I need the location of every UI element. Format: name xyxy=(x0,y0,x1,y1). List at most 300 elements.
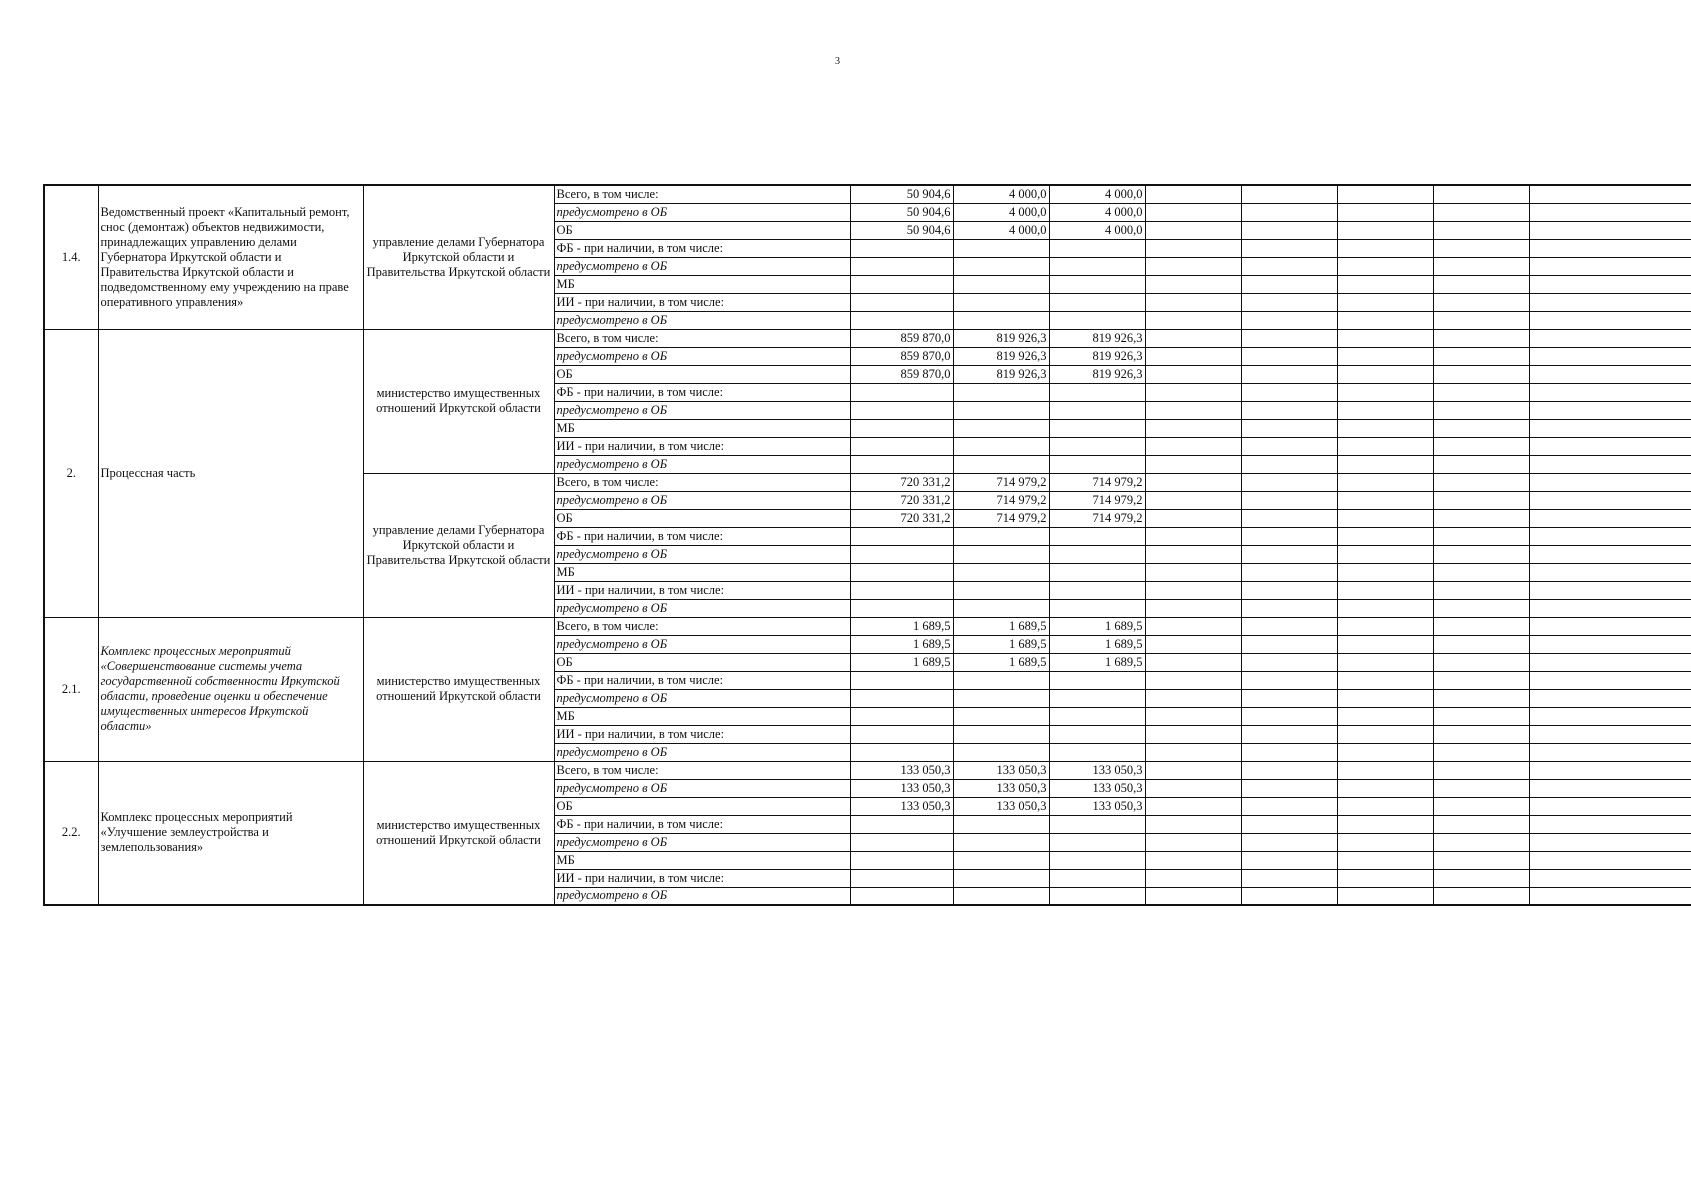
amount-cell: 4 000,0 xyxy=(953,203,1049,221)
amount-cell: 859 870,0 xyxy=(850,329,953,347)
funding-source-label: Всего, в том числе: xyxy=(554,617,850,635)
empty-cell xyxy=(1337,635,1433,653)
amount-cell: 720 331,2 xyxy=(850,491,953,509)
responsible-executor: министерство имущественных отношений Иркутской области xyxy=(363,617,554,761)
empty-cell xyxy=(1433,185,1529,203)
amount-cell xyxy=(1049,401,1145,419)
amount-cell xyxy=(1049,707,1145,725)
amount-cell xyxy=(850,671,953,689)
funding-source-label: ОБ xyxy=(554,653,850,671)
funding-source-label: предусмотрено в ОБ xyxy=(554,887,850,905)
empty-cell xyxy=(1145,707,1241,725)
funding-source-label: Всего, в том числе: xyxy=(554,329,850,347)
amount-cell: 133 050,3 xyxy=(953,779,1049,797)
amount-cell xyxy=(1049,887,1145,905)
funding-source-label: МБ xyxy=(554,419,850,437)
empty-cell xyxy=(1433,437,1529,455)
funding-source-label: предусмотрено в ОБ xyxy=(554,545,850,563)
funding-source-label: предусмотрено в ОБ xyxy=(554,599,850,617)
empty-cell xyxy=(1145,761,1241,779)
amount-cell: 1 689,5 xyxy=(953,617,1049,635)
empty-cell xyxy=(1433,455,1529,473)
amount-cell: 4 000,0 xyxy=(953,221,1049,239)
empty-cell xyxy=(1433,815,1529,833)
funding-source-label: ФБ - при наличии, в том числе: xyxy=(554,239,850,257)
empty-cell xyxy=(1337,473,1433,491)
responsible-executor: министерство имущественных отношений Иркутской области xyxy=(363,761,554,905)
empty-cell xyxy=(1241,617,1337,635)
empty-cell xyxy=(1145,743,1241,761)
empty-cell xyxy=(1529,779,1691,797)
empty-cell xyxy=(1529,851,1691,869)
empty-cell xyxy=(1241,473,1337,491)
amount-cell xyxy=(953,707,1049,725)
empty-cell xyxy=(1145,797,1241,815)
empty-cell xyxy=(1529,707,1691,725)
empty-cell xyxy=(1529,653,1691,671)
empty-cell xyxy=(1529,473,1691,491)
amount-cell xyxy=(850,311,953,329)
amount-cell: 1 689,5 xyxy=(953,635,1049,653)
empty-cell xyxy=(1337,797,1433,815)
empty-cell xyxy=(1241,383,1337,401)
amount-cell xyxy=(850,293,953,311)
funding-source-label: ИИ - при наличии, в том числе: xyxy=(554,725,850,743)
section-number: 2.2. xyxy=(44,761,98,905)
amount-cell xyxy=(953,545,1049,563)
empty-cell xyxy=(1529,617,1691,635)
amount-cell xyxy=(850,689,953,707)
empty-cell xyxy=(1337,239,1433,257)
empty-cell xyxy=(1337,725,1433,743)
amount-cell xyxy=(850,581,953,599)
amount-cell xyxy=(850,833,953,851)
empty-cell xyxy=(1145,617,1241,635)
empty-cell xyxy=(1145,419,1241,437)
funding-source-label: предусмотрено в ОБ xyxy=(554,779,850,797)
amount-cell xyxy=(1049,293,1145,311)
empty-cell xyxy=(1241,797,1337,815)
budget-table xyxy=(43,184,1691,906)
amount-cell xyxy=(1049,563,1145,581)
amount-cell: 133 050,3 xyxy=(953,797,1049,815)
amount-cell xyxy=(1049,527,1145,545)
amount-cell xyxy=(850,455,953,473)
empty-cell xyxy=(1241,419,1337,437)
amount-cell: 714 979,2 xyxy=(1049,509,1145,527)
amount-cell xyxy=(953,437,1049,455)
empty-cell xyxy=(1337,581,1433,599)
empty-cell xyxy=(1145,455,1241,473)
empty-cell xyxy=(1337,329,1433,347)
empty-cell xyxy=(1337,257,1433,275)
funding-source-label: предусмотрено в ОБ xyxy=(554,491,850,509)
amount-cell: 133 050,3 xyxy=(1049,797,1145,815)
empty-cell xyxy=(1529,383,1691,401)
empty-cell xyxy=(1145,383,1241,401)
empty-cell xyxy=(1241,689,1337,707)
responsible-executor: управление делами Губернатора Иркутской области и Правительства Иркутской области xyxy=(363,473,554,617)
empty-cell xyxy=(1145,329,1241,347)
empty-cell xyxy=(1337,311,1433,329)
amount-cell xyxy=(850,851,953,869)
empty-cell xyxy=(1145,491,1241,509)
amount-cell xyxy=(953,239,1049,257)
empty-cell xyxy=(1145,365,1241,383)
empty-cell xyxy=(1433,383,1529,401)
empty-cell xyxy=(1337,365,1433,383)
section-name: Ведомственный проект «Капитальный ремонт, снос (демонтаж) объектов недвижимости, принадлежащих управлению делами Губернатора Иркутской области и Правительства Иркутской области и подведомственному ему учреждению на праве оперативного управления» xyxy=(98,185,363,329)
empty-cell xyxy=(1529,833,1691,851)
empty-cell xyxy=(1433,329,1529,347)
empty-cell xyxy=(1241,707,1337,725)
amount-cell xyxy=(953,257,1049,275)
funding-source-label: ФБ - при наличии, в том числе: xyxy=(554,815,850,833)
amount-cell xyxy=(850,599,953,617)
empty-cell xyxy=(1337,455,1433,473)
empty-cell xyxy=(1433,545,1529,563)
empty-cell xyxy=(1145,221,1241,239)
empty-cell xyxy=(1145,203,1241,221)
empty-cell xyxy=(1241,275,1337,293)
funding-source-label: предусмотрено в ОБ xyxy=(554,311,850,329)
empty-cell xyxy=(1145,437,1241,455)
amount-cell: 714 979,2 xyxy=(953,509,1049,527)
funding-source-label: ОБ xyxy=(554,509,850,527)
empty-cell xyxy=(1433,833,1529,851)
amount-cell: 133 050,3 xyxy=(1049,779,1145,797)
amount-cell xyxy=(1049,725,1145,743)
empty-cell xyxy=(1241,653,1337,671)
amount-cell: 1 689,5 xyxy=(850,635,953,653)
amount-cell xyxy=(953,743,1049,761)
empty-cell xyxy=(1241,725,1337,743)
empty-cell xyxy=(1529,743,1691,761)
empty-cell xyxy=(1529,815,1691,833)
empty-cell xyxy=(1433,419,1529,437)
section-name: Комплекс процессных мероприятий «Улучшение землеустройства и землепользования» xyxy=(98,761,363,905)
empty-cell xyxy=(1433,365,1529,383)
empty-cell xyxy=(1337,671,1433,689)
empty-cell xyxy=(1241,239,1337,257)
empty-cell xyxy=(1145,635,1241,653)
empty-cell xyxy=(1145,653,1241,671)
empty-cell xyxy=(1529,203,1691,221)
empty-cell xyxy=(1145,779,1241,797)
amount-cell xyxy=(953,671,1049,689)
responsible-executor: министерство имущественных отношений Иркутской области xyxy=(363,329,554,473)
empty-cell xyxy=(1529,599,1691,617)
amount-cell: 50 904,6 xyxy=(850,203,953,221)
amount-cell: 50 904,6 xyxy=(850,185,953,203)
amount-cell xyxy=(850,401,953,419)
empty-cell xyxy=(1529,887,1691,905)
amount-cell xyxy=(1049,455,1145,473)
amount-cell: 1 689,5 xyxy=(1049,635,1145,653)
empty-cell xyxy=(1529,329,1691,347)
empty-cell xyxy=(1241,563,1337,581)
empty-cell xyxy=(1145,869,1241,887)
empty-cell xyxy=(1433,293,1529,311)
empty-cell xyxy=(1529,725,1691,743)
empty-cell xyxy=(1337,185,1433,203)
empty-cell xyxy=(1241,455,1337,473)
amount-cell xyxy=(1049,545,1145,563)
amount-cell xyxy=(1049,869,1145,887)
amount-cell xyxy=(953,599,1049,617)
empty-cell xyxy=(1241,581,1337,599)
amount-cell xyxy=(850,725,953,743)
funding-source-label: предусмотрено в ОБ xyxy=(554,203,850,221)
empty-cell xyxy=(1241,545,1337,563)
funding-source-label: предусмотрено в ОБ xyxy=(554,347,850,365)
amount-cell xyxy=(953,383,1049,401)
amount-cell: 4 000,0 xyxy=(1049,221,1145,239)
amount-cell xyxy=(850,563,953,581)
empty-cell xyxy=(1241,743,1337,761)
amount-cell xyxy=(850,743,953,761)
empty-cell xyxy=(1433,581,1529,599)
empty-cell xyxy=(1241,365,1337,383)
funding-source-label: МБ xyxy=(554,275,850,293)
amount-cell xyxy=(850,257,953,275)
empty-cell xyxy=(1241,311,1337,329)
section-name: Комплекс процессных мероприятий «Совершенствование системы учета государственной собственности Иркутской области, проведение оценки и обеспечение имущественных интересов Иркутской области» xyxy=(98,617,363,761)
empty-cell xyxy=(1529,491,1691,509)
amount-cell xyxy=(850,239,953,257)
empty-cell xyxy=(1241,851,1337,869)
empty-cell xyxy=(1433,689,1529,707)
empty-cell xyxy=(1145,473,1241,491)
empty-cell xyxy=(1529,401,1691,419)
empty-cell xyxy=(1241,671,1337,689)
empty-cell xyxy=(1145,347,1241,365)
amount-cell xyxy=(953,581,1049,599)
empty-cell xyxy=(1241,437,1337,455)
empty-cell xyxy=(1337,617,1433,635)
amount-cell xyxy=(1049,383,1145,401)
amount-cell: 133 050,3 xyxy=(850,797,953,815)
empty-cell xyxy=(1145,185,1241,203)
amount-cell xyxy=(1049,599,1145,617)
empty-cell xyxy=(1241,293,1337,311)
empty-cell xyxy=(1529,671,1691,689)
empty-cell xyxy=(1529,257,1691,275)
amount-cell: 859 870,0 xyxy=(850,347,953,365)
empty-cell xyxy=(1433,347,1529,365)
amount-cell xyxy=(1049,671,1145,689)
funding-source-label: предусмотрено в ОБ xyxy=(554,401,850,419)
amount-cell: 133 050,3 xyxy=(953,761,1049,779)
empty-cell xyxy=(1433,725,1529,743)
empty-cell xyxy=(1337,653,1433,671)
funding-source-label: ОБ xyxy=(554,365,850,383)
amount-cell xyxy=(953,419,1049,437)
amount-cell xyxy=(953,311,1049,329)
empty-cell xyxy=(1433,491,1529,509)
empty-cell xyxy=(1433,401,1529,419)
funding-source-label: ИИ - при наличии, в том числе: xyxy=(554,293,850,311)
funding-source-label: Всего, в том числе: xyxy=(554,185,850,203)
empty-cell xyxy=(1433,509,1529,527)
empty-cell xyxy=(1529,239,1691,257)
amount-cell xyxy=(953,275,1049,293)
empty-cell xyxy=(1433,707,1529,725)
empty-cell xyxy=(1241,203,1337,221)
empty-cell xyxy=(1433,869,1529,887)
empty-cell xyxy=(1433,527,1529,545)
amount-cell xyxy=(1049,437,1145,455)
empty-cell xyxy=(1241,347,1337,365)
empty-cell xyxy=(1529,347,1691,365)
amount-cell xyxy=(850,383,953,401)
empty-cell xyxy=(1337,563,1433,581)
empty-cell xyxy=(1337,869,1433,887)
empty-cell xyxy=(1433,671,1529,689)
amount-cell xyxy=(850,437,953,455)
funding-source-label: предусмотрено в ОБ xyxy=(554,833,850,851)
amount-cell: 819 926,3 xyxy=(953,329,1049,347)
empty-cell xyxy=(1337,401,1433,419)
empty-cell xyxy=(1433,653,1529,671)
empty-cell xyxy=(1241,599,1337,617)
empty-cell xyxy=(1337,779,1433,797)
amount-cell xyxy=(1049,257,1145,275)
amount-cell: 819 926,3 xyxy=(1049,347,1145,365)
amount-cell xyxy=(953,293,1049,311)
amount-cell: 714 979,2 xyxy=(953,491,1049,509)
amount-cell: 819 926,3 xyxy=(1049,329,1145,347)
section-number: 1.4. xyxy=(44,185,98,329)
page-number: 3 xyxy=(835,56,840,67)
empty-cell xyxy=(1337,275,1433,293)
empty-cell xyxy=(1433,887,1529,905)
amount-cell: 720 331,2 xyxy=(850,509,953,527)
empty-cell xyxy=(1145,599,1241,617)
funding-source-label: МБ xyxy=(554,851,850,869)
amount-cell xyxy=(1049,689,1145,707)
amount-cell xyxy=(1049,743,1145,761)
amount-cell: 1 689,5 xyxy=(1049,653,1145,671)
empty-cell xyxy=(1241,491,1337,509)
amount-cell xyxy=(1049,419,1145,437)
amount-cell xyxy=(953,527,1049,545)
empty-cell xyxy=(1529,689,1691,707)
amount-cell xyxy=(953,869,1049,887)
amount-cell xyxy=(953,563,1049,581)
empty-cell xyxy=(1145,275,1241,293)
empty-cell xyxy=(1241,761,1337,779)
empty-cell xyxy=(1433,473,1529,491)
empty-cell xyxy=(1337,545,1433,563)
empty-cell xyxy=(1145,545,1241,563)
empty-cell xyxy=(1241,185,1337,203)
empty-cell xyxy=(1529,797,1691,815)
empty-cell xyxy=(1337,851,1433,869)
amount-cell: 859 870,0 xyxy=(850,365,953,383)
empty-cell xyxy=(1433,239,1529,257)
funding-source-label: ФБ - при наличии, в том числе: xyxy=(554,527,850,545)
funding-source-label: ФБ - при наличии, в том числе: xyxy=(554,671,850,689)
amount-cell xyxy=(953,401,1049,419)
amount-cell xyxy=(953,689,1049,707)
empty-cell xyxy=(1433,599,1529,617)
amount-cell xyxy=(953,887,1049,905)
empty-cell xyxy=(1337,203,1433,221)
empty-cell xyxy=(1433,275,1529,293)
empty-cell xyxy=(1433,797,1529,815)
empty-cell xyxy=(1529,185,1691,203)
amount-cell xyxy=(850,887,953,905)
funding-source-label: ИИ - при наличии, в том числе: xyxy=(554,869,850,887)
empty-cell xyxy=(1433,635,1529,653)
amount-cell xyxy=(1049,833,1145,851)
empty-cell xyxy=(1433,221,1529,239)
amount-cell: 4 000,0 xyxy=(1049,203,1145,221)
amount-cell xyxy=(1049,275,1145,293)
amount-cell xyxy=(1049,581,1145,599)
amount-cell: 4 000,0 xyxy=(953,185,1049,203)
empty-cell xyxy=(1145,311,1241,329)
amount-cell xyxy=(1049,815,1145,833)
funding-source-label: предусмотрено в ОБ xyxy=(554,743,850,761)
empty-cell xyxy=(1529,761,1691,779)
funding-source-label: ОБ xyxy=(554,797,850,815)
funding-source-label: ОБ xyxy=(554,221,850,239)
empty-cell xyxy=(1145,581,1241,599)
amount-cell: 714 979,2 xyxy=(1049,491,1145,509)
empty-cell xyxy=(1337,491,1433,509)
table-row xyxy=(44,185,1691,203)
empty-cell xyxy=(1433,257,1529,275)
empty-cell xyxy=(1241,527,1337,545)
amount-cell xyxy=(850,815,953,833)
empty-cell xyxy=(1337,815,1433,833)
amount-cell: 1 689,5 xyxy=(1049,617,1145,635)
empty-cell xyxy=(1433,779,1529,797)
empty-cell xyxy=(1433,761,1529,779)
funding-source-label: ИИ - при наличии, в том числе: xyxy=(554,581,850,599)
amount-cell xyxy=(850,527,953,545)
amount-cell: 1 689,5 xyxy=(953,653,1049,671)
empty-cell xyxy=(1145,815,1241,833)
amount-cell: 714 979,2 xyxy=(953,473,1049,491)
empty-cell xyxy=(1529,365,1691,383)
amount-cell: 819 926,3 xyxy=(953,365,1049,383)
empty-cell xyxy=(1529,869,1691,887)
empty-cell xyxy=(1337,293,1433,311)
amount-cell xyxy=(953,455,1049,473)
empty-cell xyxy=(1433,851,1529,869)
amount-cell xyxy=(850,869,953,887)
empty-cell xyxy=(1337,743,1433,761)
empty-cell xyxy=(1145,689,1241,707)
empty-cell xyxy=(1241,635,1337,653)
empty-cell xyxy=(1145,239,1241,257)
empty-cell xyxy=(1337,689,1433,707)
amount-cell xyxy=(1049,851,1145,869)
amount-cell xyxy=(953,815,1049,833)
funding-source-label: ИИ - при наличии, в том числе: xyxy=(554,437,850,455)
empty-cell xyxy=(1145,401,1241,419)
empty-cell xyxy=(1529,581,1691,599)
amount-cell xyxy=(850,419,953,437)
empty-cell xyxy=(1241,779,1337,797)
empty-cell xyxy=(1529,563,1691,581)
empty-cell xyxy=(1433,311,1529,329)
empty-cell xyxy=(1337,221,1433,239)
amount-cell: 50 904,6 xyxy=(850,221,953,239)
